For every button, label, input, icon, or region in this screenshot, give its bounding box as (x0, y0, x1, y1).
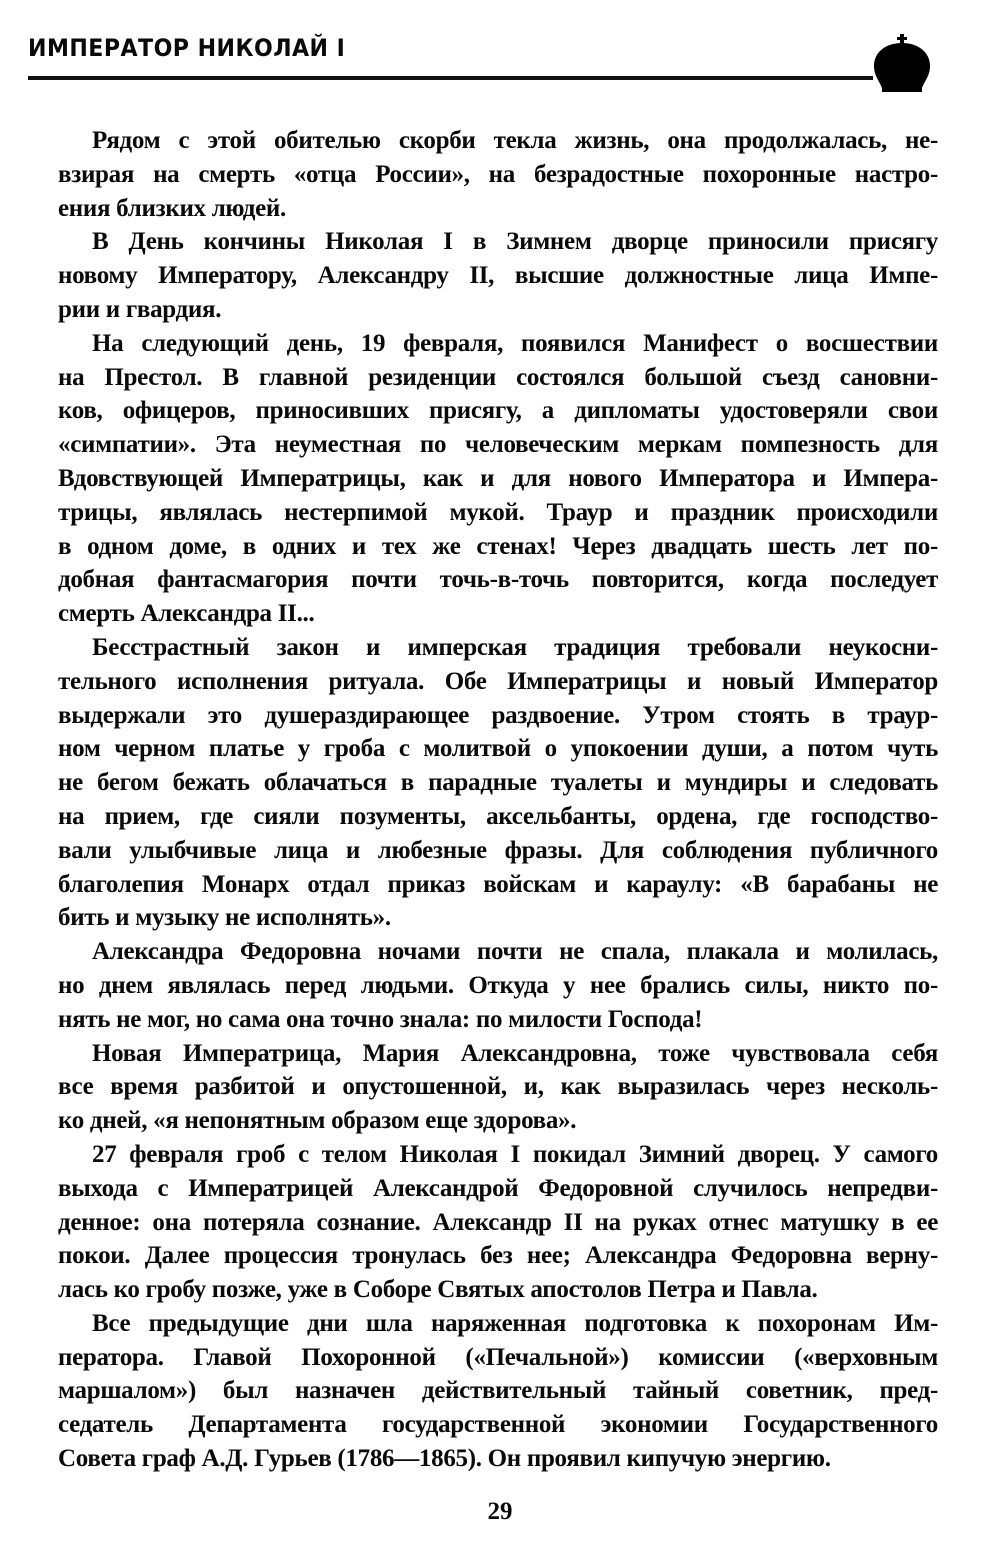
paragraph (58, 1138, 938, 1307)
text-line: ко дней, «я непонятным образом еще здорова». (58, 1107, 577, 1135)
paragraph (58, 225, 938, 326)
text-line: выхода с Императрицей Александрой Федоровной случилось непредви- (58, 1174, 938, 1202)
paragraph (58, 327, 938, 631)
running-head-title: ИМПЕРАТОР НИКОЛАЙ I (28, 34, 346, 62)
text-line: тельного исполнения ритуала. Обе Императрицы и новый Император (58, 667, 938, 695)
text-line: ения близких людей. (58, 194, 286, 222)
text-line: бить и музыку не исполнять». (58, 904, 391, 932)
text-line: денное: она потеряла сознание. Александр II на руках отнес матушку в ее (58, 1208, 938, 1236)
text-line: в одном доме, в одних и тех же стенах! Через двадцать шесть лет по- (58, 532, 938, 560)
text-line: взирая на смерть «отца России», на безрадостные похоронные настро- (58, 160, 938, 188)
text-line: маршалом») был назначен действительный тайный советник, пред- (58, 1377, 938, 1405)
text-line: В День кончины Николая I в Зимнем дворце приносили присягу (92, 228, 938, 256)
text-line: выдержали это душераздирающее раздвоение. Утром стоять в траур- (58, 701, 938, 729)
text-line: новому Императору, Александру II, высшие должностные лица Импе- (58, 262, 938, 290)
text-line: Совета граф А.Д. Гурьев (1786—1865). Он проявил кипучую энергию. (58, 1445, 831, 1473)
text-line: не бегом бежать облачаться в парадные туалеты и мундиры и следовать (58, 769, 938, 797)
page-number: 29 (487, 1498, 513, 1525)
text-line: ператора. Главой Похоронной («Печальной») комиссии («верховным (58, 1343, 938, 1371)
text-line: покои. Далее процессия тронулась без нее; Александра Федоровна верну- (58, 1242, 938, 1270)
text-line: на прием, где сияли позументы, аксельбанты, ордена, где господство- (58, 802, 938, 830)
text-line: ков, офицеров, приносивших присягу, а дипломаты удостоверяли свои (58, 397, 938, 425)
text-line: «симпатии». Эта неуместная по человеческим меркам помпезность для (58, 431, 938, 459)
body-text (58, 124, 938, 1476)
text-line: лась ко гробу позже, уже в Соборе Святых апостолов Петра и Павла. (58, 1276, 818, 1304)
text-line: ном черном платье у гроба с молитвой о упокоении души, а потом чуть (58, 735, 938, 763)
crown-icon (866, 34, 938, 94)
text-line: но днем являлась перед людьми. Откуда у нее брались силы, никто по- (58, 971, 938, 999)
text-line: Новая Императрица, Мария Александровна, тоже чувствовала себя (92, 1039, 938, 1067)
paragraph (58, 631, 938, 935)
text-line: на Престол. В главной резиденции состоялся большой съезд сановни- (58, 363, 938, 391)
paragraph (58, 1307, 938, 1476)
paragraph (58, 935, 938, 1036)
text-line: благолепия Монарх отдал приказ войскам и караулу: «В барабаны не (58, 870, 938, 898)
text-line: добная фантасмагория почти точь-в-точь повторится, когда последует (58, 566, 938, 594)
text-line: На следующий день, 19 февраля, появился Манифест о восшествии (92, 329, 938, 357)
text-line: рии и гвардия. (58, 295, 222, 323)
text-line: Вдовствующей Императрицы, как и для нового Императора и Импера- (58, 464, 938, 492)
text-line: нять не мог, но сама она точно знала: по милости Господа! (58, 1005, 703, 1033)
header-rule (28, 76, 873, 80)
text-line: 27 февраля гроб с телом Николая I покидал Зимний дворец. У самого (92, 1140, 938, 1168)
text-line: все время разбитой и опустошенной, и, как выразилась через несколь- (58, 1073, 938, 1101)
text-line: Все предыдущие дни шла наряженная подготовка к похоронам Им- (92, 1309, 938, 1337)
text-line: вали улыбчивые лица и любезные фразы. Для соблюдения публичного (58, 836, 938, 864)
text-line: смерть Александра II... (58, 600, 315, 628)
text-line: трицы, являлась нестерпимой мукой. Траур и праздник происходили (58, 498, 938, 526)
text-line: Рядом с этой обителью скорби текла жизнь, она продолжалась, не- (92, 127, 938, 154)
paragraph (58, 124, 938, 225)
text-line: седатель Департамента государственной экономии Государственного (58, 1411, 938, 1439)
text-line: Александра Федоровна ночами почти не спала, плакала и молилась, (92, 938, 938, 966)
text-line: Бесстрастный закон и имперская традиция требовали неукосни- (92, 633, 938, 661)
paragraph (58, 1037, 938, 1138)
